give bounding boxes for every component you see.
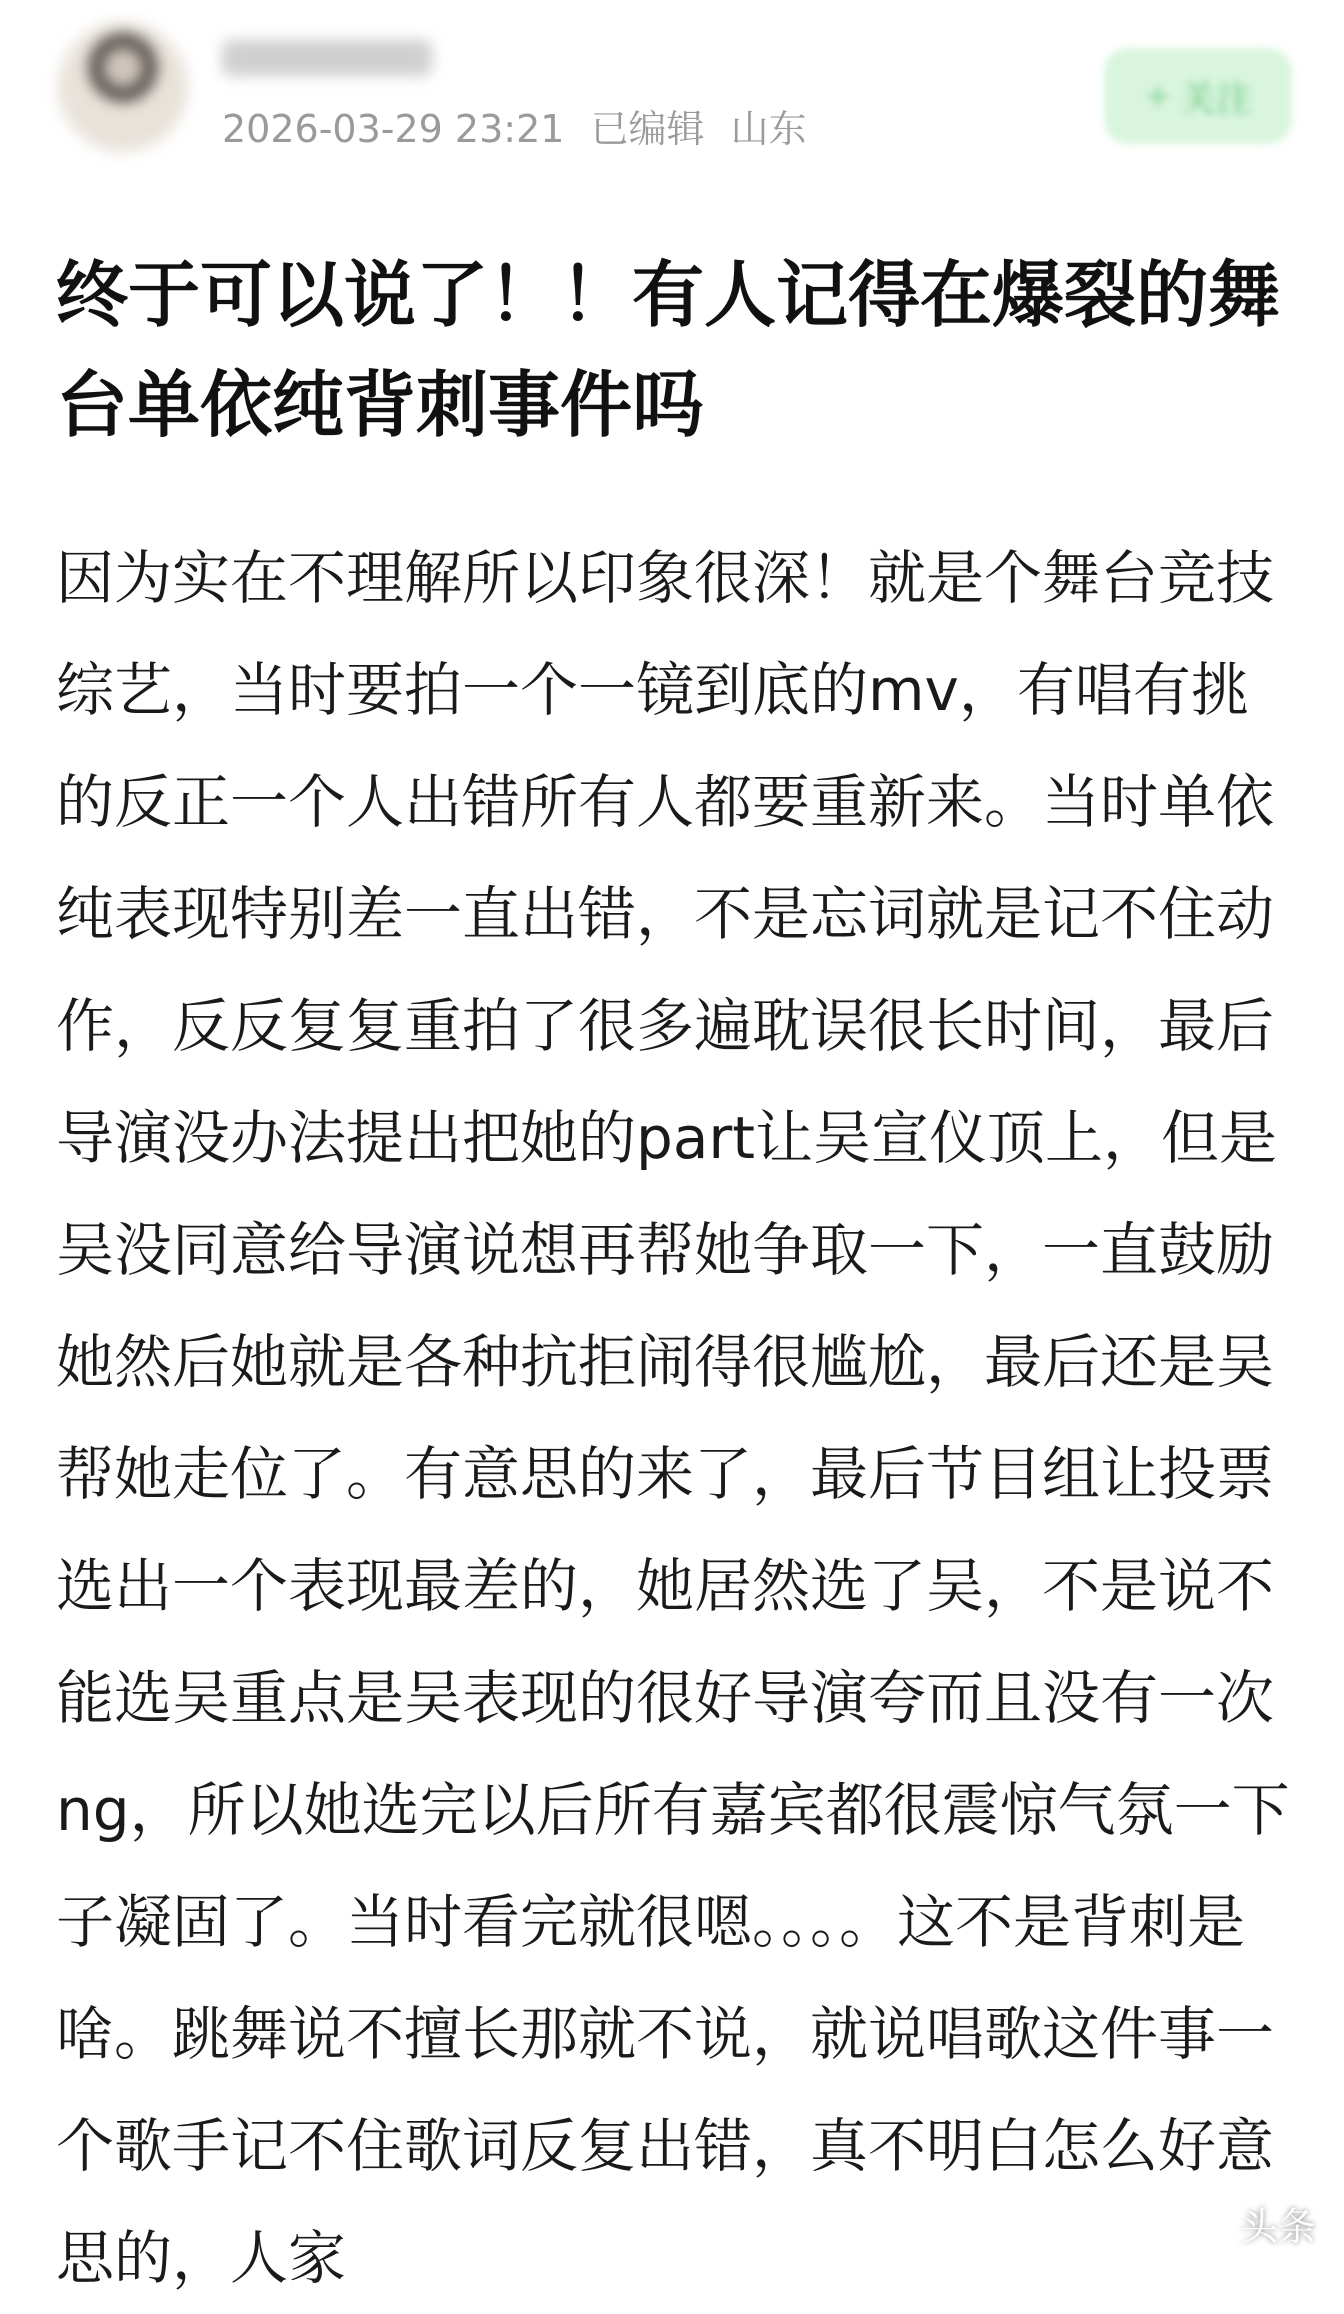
watermark: 头条 [1239, 2205, 1316, 2249]
avatar[interactable] [58, 22, 188, 152]
post-title: 终于可以说了！！有人记得在爆裂的舞台单依纯背刺事件吗 [56, 253, 1281, 447]
post-meta [222, 104, 821, 154]
post-location: 山东 [730, 107, 807, 151]
post-edited-label: 已编辑 [590, 107, 705, 151]
post-datetime: 2026-03-29 23:21 [222, 107, 565, 151]
post-content: 因为实在不理解所以印象很深！就是个舞台竞技综艺，当时要拍一个一镜到底的mv，有唱有挑的反正一个人出错所有人都要重新来。当时单依纯表现特别差一直出错，不是忘词就是记不住动作，反反复复重拍了很多遍耽误很长时间，最后导演没办法提出把她的part让吴宣仪顶上，但是吴没同意给导演说想再帮她争取一下，一直鼓励她然后她就是各种抗拒闹得很尴尬，最后还是吴帮她走位了。有意思的来了，最后节目组让投票选出一个表现最差的，她居然选了吴，不是说不能选吴重点是吴表现的很好导演夸而且没有一次ng，所以她选完以后所有嘉宾都很震惊气氛一下子凝固了。当时看完就很嗯。。。。这不是背刺是啥。跳舞说不擅长那就不说，就说唱歌这件事一个歌手记不住歌词反复出错，真不明白怎么好意思的，人家 [56, 544, 1290, 2292]
plus-icon: + [1143, 76, 1173, 116]
username-blurred[interactable] [222, 40, 432, 76]
follow-button[interactable] [1104, 48, 1292, 144]
post-header [0, 0, 1344, 180]
follow-button-label: 关注 [1180, 78, 1253, 120]
